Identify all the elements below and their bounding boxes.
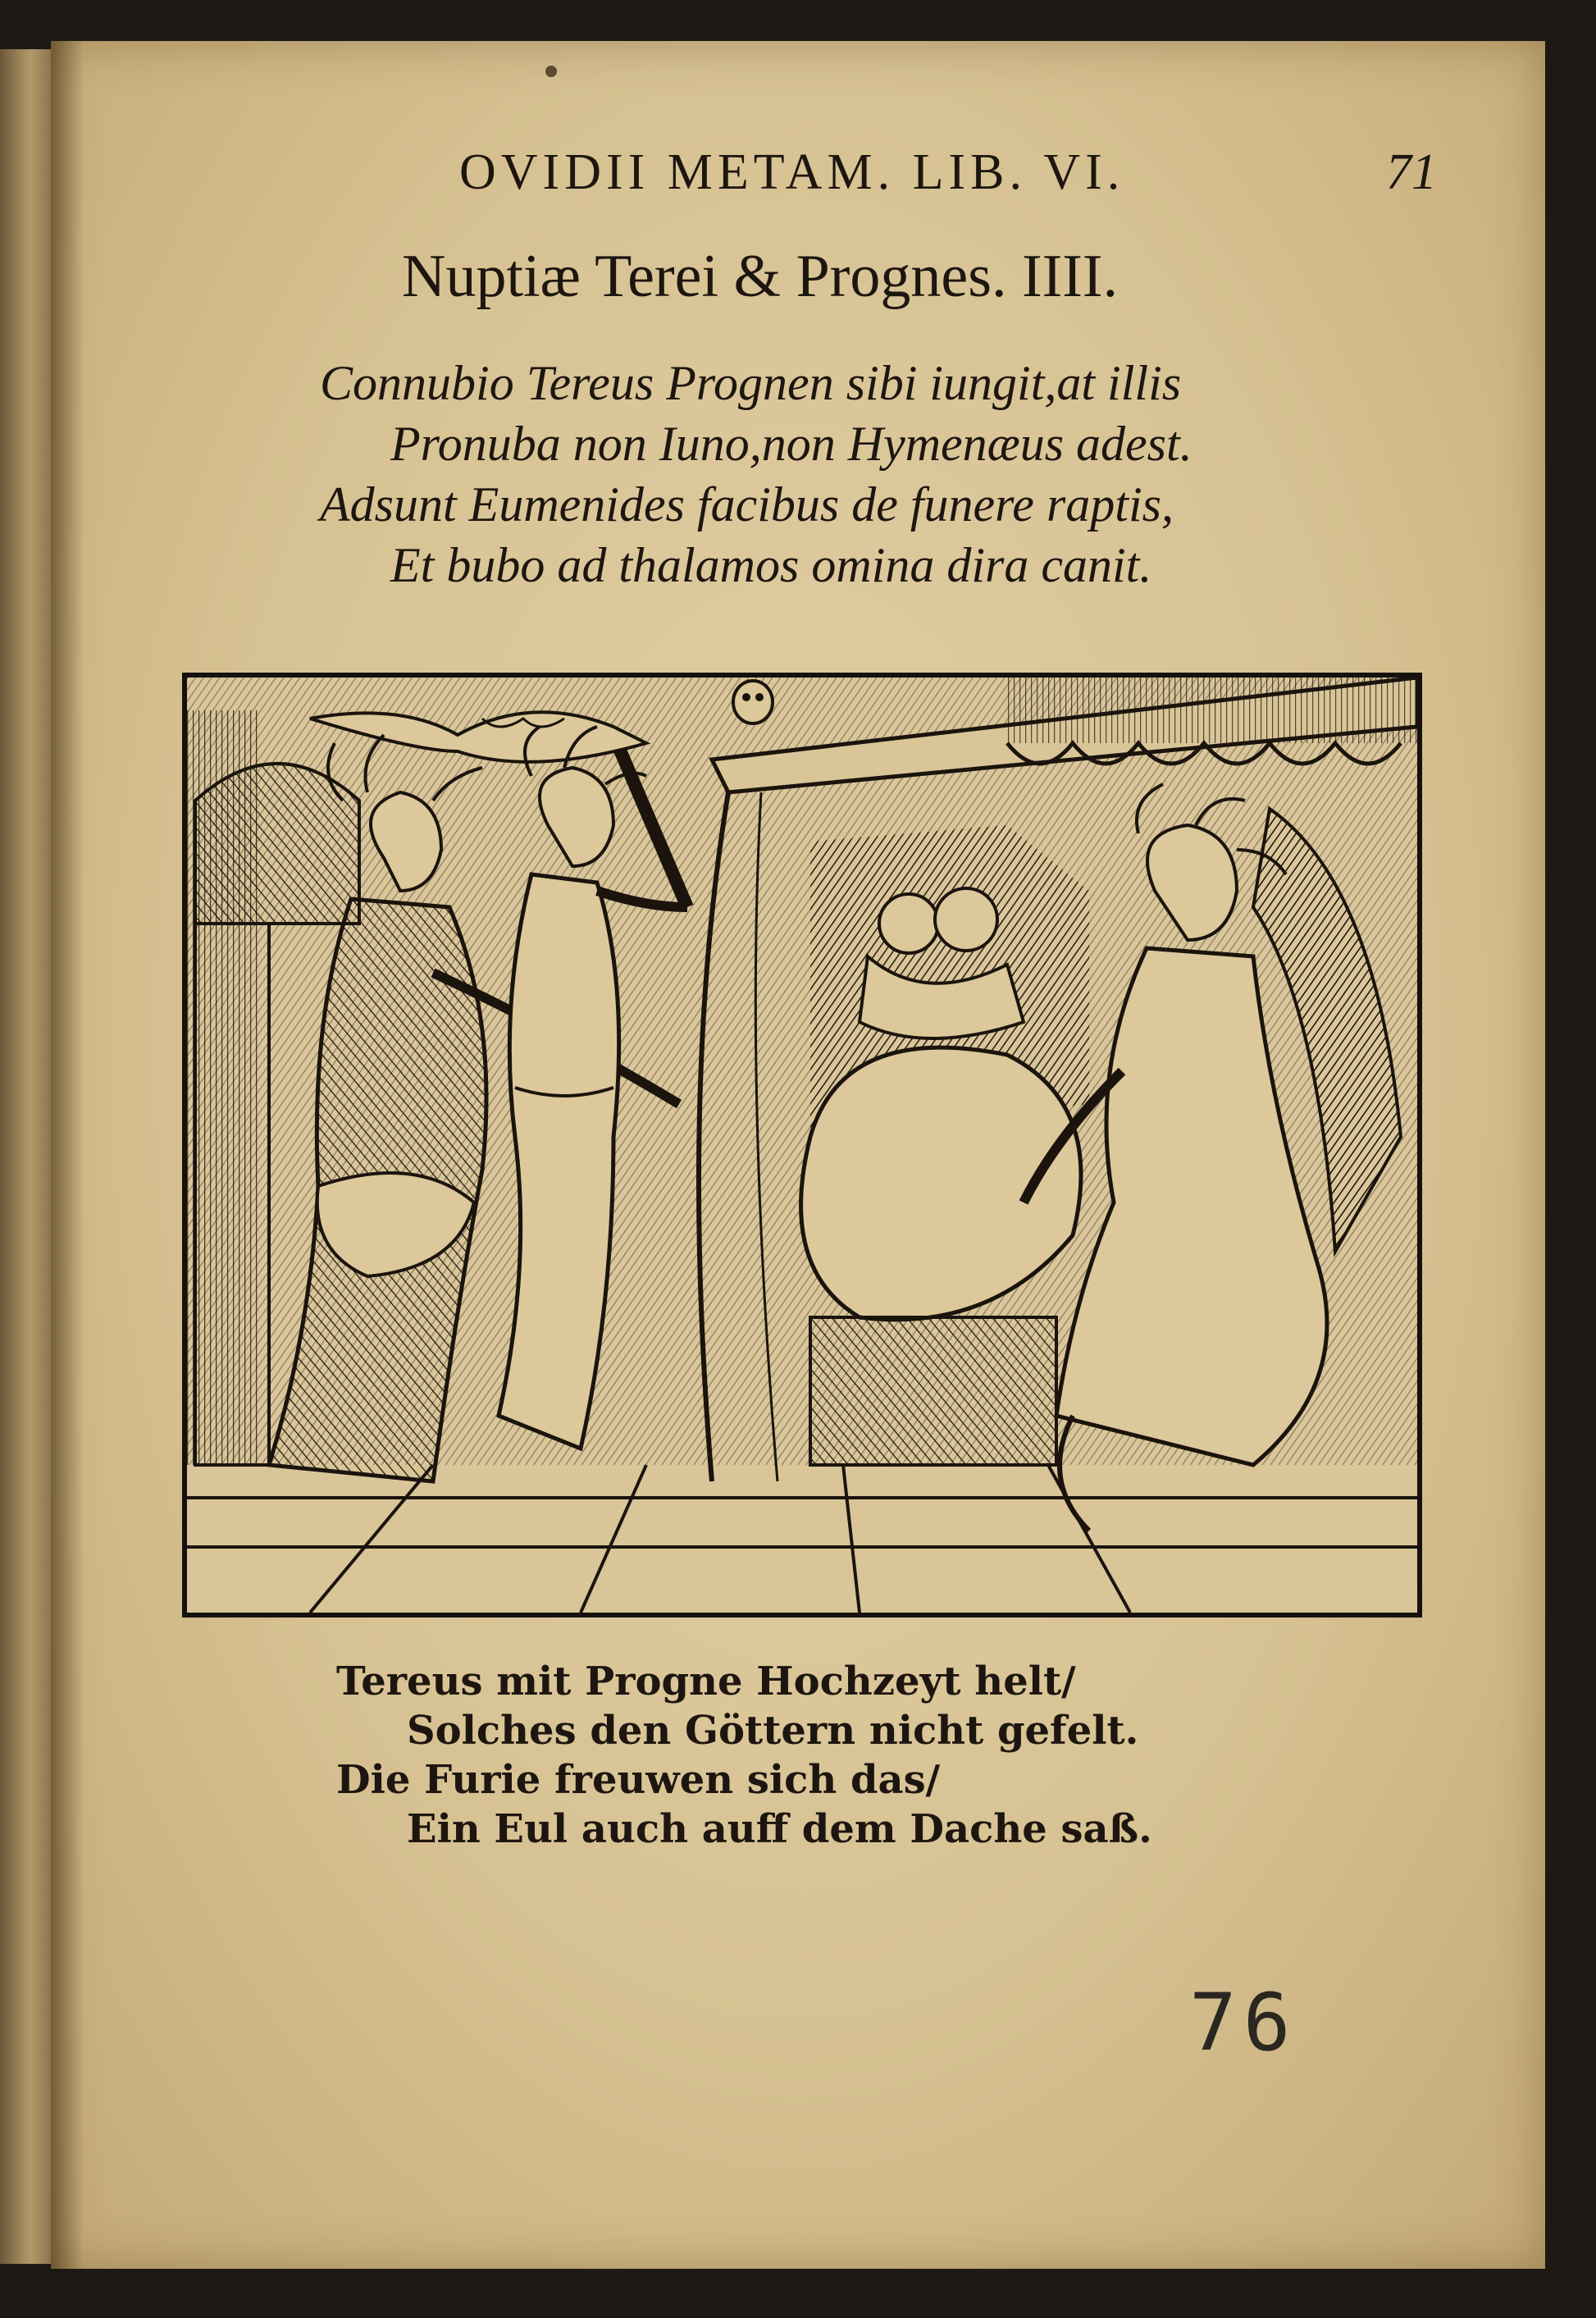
german-verse-3: Die Furie freuwen sich das/	[336, 1757, 941, 1803]
stamped-number: 76	[1189, 1977, 1297, 2069]
latin-epigram	[320, 353, 1304, 595]
woodcut-illustration	[182, 673, 1422, 1618]
german-verses	[336, 1657, 1320, 1854]
german-verse-2: Solches den Göttern nicht gefelt.	[407, 1708, 1139, 1754]
woodcut-image	[187, 678, 1417, 1613]
german-verse-1: Tereus mit Progne Hochzeyt helt/	[336, 1659, 1076, 1704]
latin-verse-2: Pronuba non Iuno,non Hymenæus adest.	[390, 417, 1192, 471]
owl	[733, 681, 773, 723]
latin-verse-4: Et bubo ad thalamos omina dira canit.	[390, 538, 1152, 592]
page-gutter-shadow	[51, 41, 84, 2269]
section-heading: Nuptiæ Terei & Prognes. IIII.	[402, 243, 1119, 310]
ink-spot	[545, 66, 557, 77]
latin-verse-1: Connubio Tereus Prognen sibi iungit,at illis	[320, 356, 1182, 410]
latin-verse-3: Adsunt Eumenides facibus de funere raptis,	[320, 477, 1174, 532]
bed	[801, 825, 1089, 1465]
floor-tiles	[187, 1465, 1417, 1613]
german-verse-4: Ein Eul auch auff dem Dache saß.	[407, 1806, 1152, 1852]
page-number: 71	[1386, 144, 1437, 200]
running-head: OVIDII METAM. LIB. VI.	[459, 144, 1125, 200]
left-page-edge	[0, 49, 51, 2264]
